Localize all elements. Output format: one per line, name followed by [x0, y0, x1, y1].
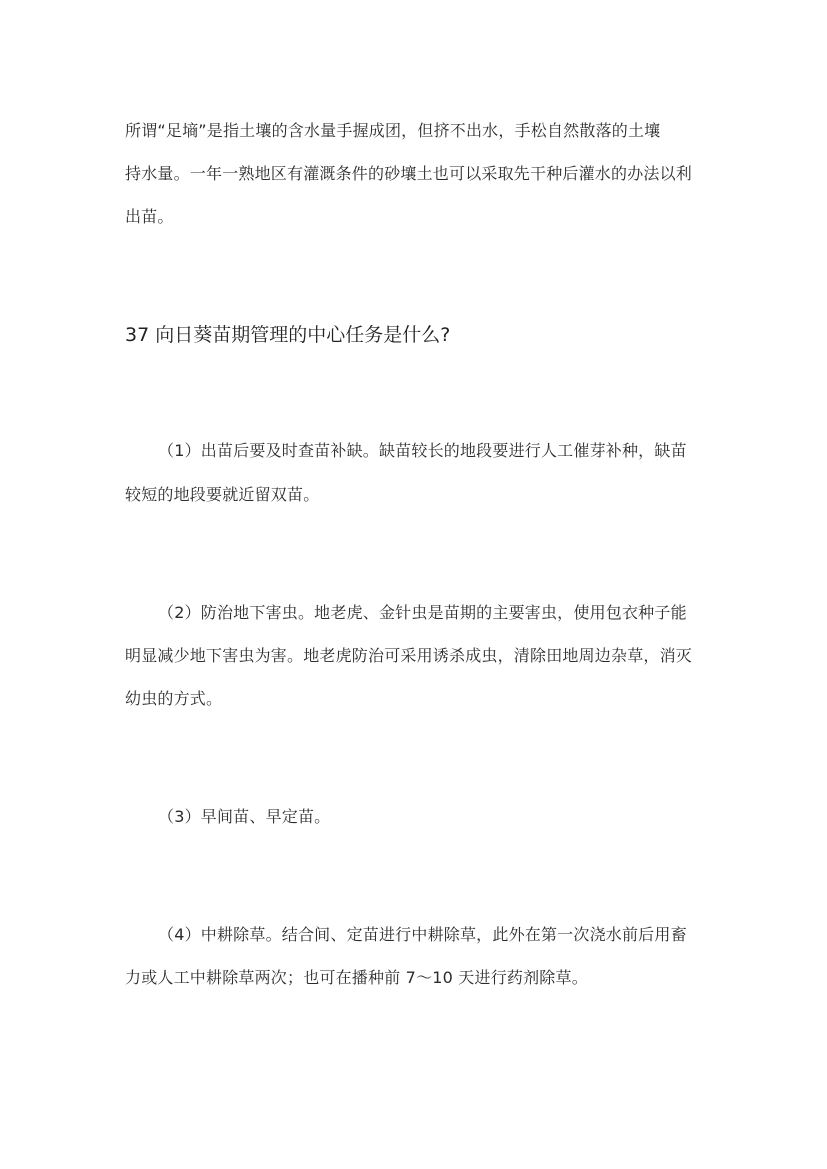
- paragraph-line: 较短的地段要就近留双苗。: [125, 485, 320, 504]
- paragraph-line: 幼虫的方式。: [125, 689, 223, 708]
- paragraph-line: 明显减少地下害虫为害。地老虎防治可采用诱杀成虫，清除田地周边杂草，消灭: [125, 646, 693, 665]
- paragraph-line: 力或人工中耕除草两次；也可在播种前 7～10 天进行药剂除草。: [125, 968, 588, 987]
- paragraph-line: 出苗。: [125, 207, 174, 226]
- paragraph-line: 持水量。一年一熟地区有灌溉条件的砂壤土也可以采取先干种后灌水的办法以利: [125, 164, 693, 183]
- paragraph-line: （2）防治地下害虫。地老虎、金针虫是苗期的主要害虫，使用包衣种子能: [158, 603, 687, 622]
- section-heading: 37 向日葵苗期管理的中心任务是什么?: [125, 324, 451, 346]
- paragraph-line: （4）中耕除草。结合间、定苗进行中耕除草，此外在第一次浇水前后用畜: [158, 925, 687, 944]
- paragraph-line: 所谓“足墒”是指土壤的含水量手握成团，但挤不出水，手松自然散落的土壤: [125, 121, 661, 140]
- paragraph-line: （1）出苗后要及时查苗补缺。缺苗较长的地段要进行人工催芽补种，缺苗: [158, 441, 687, 460]
- paragraph-line: （3）早间苗、早定苗。: [158, 807, 331, 826]
